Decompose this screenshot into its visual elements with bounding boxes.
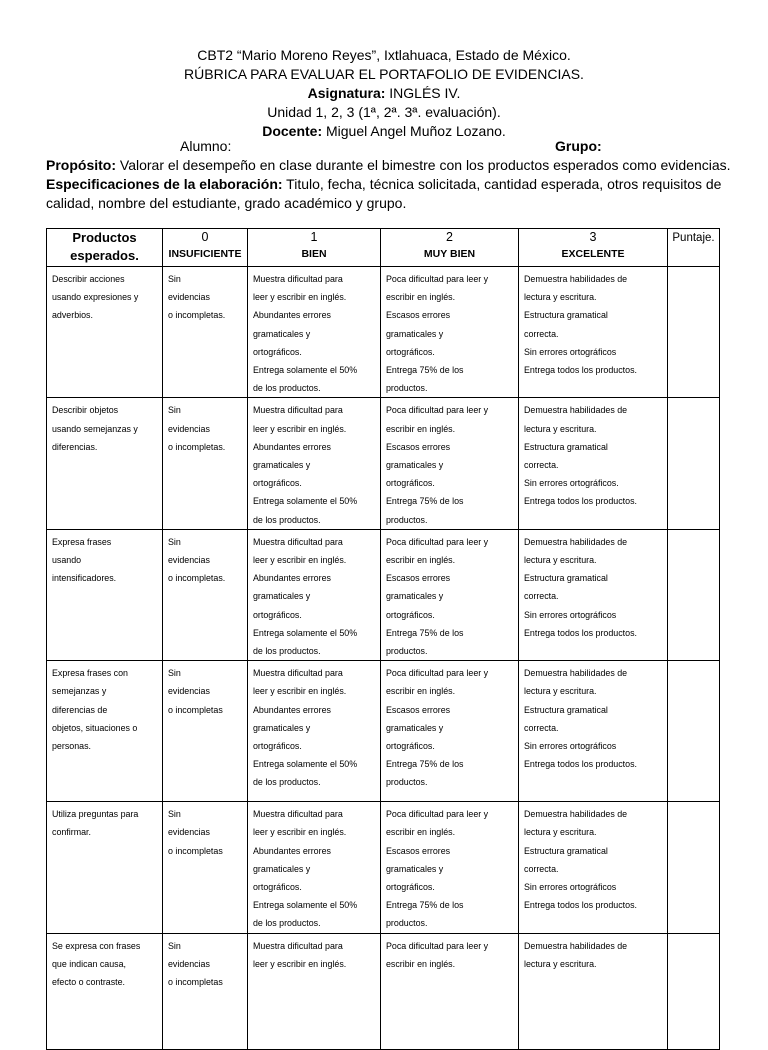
- cell-text-line: diferencias.: [52, 441, 98, 452]
- cell-text-line: Entrega todos los productos.: [524, 759, 637, 770]
- cell-text-line: Estructura gramatical: [524, 441, 608, 452]
- cell-text-line: semejanzas y: [52, 686, 107, 697]
- cell-text-line: ortográficos.: [253, 741, 302, 752]
- specifications-text: Titulo, fecha, técnica solicitada, cantidad esperada, otros requisitos de calidad, nombre del estudiante, grado académico y grupo.: [46, 176, 722, 211]
- level-name: EXCELENTE: [561, 248, 625, 260]
- cell-text-line: Muestra dificultad para: [253, 940, 343, 951]
- cell-text-line: escribir en inglés.: [386, 686, 456, 697]
- cell-text-line: lectura y escritura.: [524, 827, 597, 838]
- cell-text-line: lectura y escritura.: [524, 686, 597, 697]
- cell-text-line: evidencias: [168, 555, 210, 566]
- cell-text-line: leer y escribir en inglés.: [253, 292, 347, 303]
- cell-text-line: Entrega solamente el 50%: [253, 759, 358, 770]
- cell-text-line: Entrega solamente el 50%: [253, 365, 358, 376]
- bien-cell: [248, 398, 381, 529]
- cell-text-line: ortográficos.: [253, 882, 302, 893]
- level-header-insuficiente: [163, 229, 248, 267]
- score-cell[interactable]: [668, 398, 720, 529]
- cell-text-line: correcta.: [524, 591, 559, 602]
- cell-text-line: de los productos.: [253, 777, 321, 788]
- cell-text-line: o incompletas.: [168, 573, 226, 584]
- cell-text-line: Poca dificultad para leer y: [386, 274, 489, 284]
- level-number: 1: [310, 230, 318, 244]
- cell-text-line: Poca dificultad para leer y: [386, 668, 489, 679]
- cell-text-line: ortográficos.: [386, 346, 435, 357]
- cell-text-line: Demuestra habilidades de: [524, 405, 628, 416]
- excelente-cell: [519, 933, 668, 1049]
- level-header-muy-bien: [381, 229, 519, 267]
- teacher-line: [0, 122, 768, 141]
- cell-text-line: productos.: [386, 383, 428, 394]
- cell-text-line: Entrega solamente el 50%: [253, 900, 358, 911]
- cell-text-line: o incompletas: [168, 704, 223, 715]
- student-label: Alumno:: [180, 138, 232, 154]
- table-row: [47, 802, 720, 933]
- score-cell[interactable]: [668, 933, 720, 1049]
- product-cell: [47, 267, 163, 398]
- cell-text-line: gramaticales y: [386, 328, 444, 339]
- cell-text-line: Sin: [168, 274, 181, 284]
- specifications-label: Especificaciones de la elaboración:: [46, 176, 283, 192]
- purpose-paragraph: [46, 156, 736, 175]
- cell-text-line: Escasos errores: [386, 845, 451, 856]
- level-number: 0: [201, 230, 209, 244]
- cell-text-line: ortográficos.: [253, 609, 302, 620]
- score-cell[interactable]: [668, 661, 720, 802]
- table-row: [47, 933, 720, 1049]
- purpose-text: Valorar el desempeño en clase durante el bimestre con los productos esperados como evidencias.: [116, 157, 731, 173]
- cell-text-line: Entrega 75% de los: [386, 365, 464, 376]
- cell-text-line: Sin: [168, 668, 181, 679]
- excelente-cell: [519, 802, 668, 933]
- cell-text-line: Demuestra habilidades de: [524, 274, 628, 284]
- muy-bien-cell: [381, 529, 519, 660]
- cell-text-line: productos.: [386, 777, 428, 788]
- cell-text-line: Entrega solamente el 50%: [253, 627, 358, 638]
- teacher-label: Docente:: [262, 123, 323, 139]
- insuficiente-cell: [163, 529, 248, 660]
- insuficiente-cell: [163, 802, 248, 933]
- cell-text-line: gramaticales y: [253, 863, 311, 874]
- units-line: Unidad 1, 2, 3 (1ª, 2ª. 3ª. evaluación).: [267, 104, 501, 120]
- score-cell[interactable]: [668, 802, 720, 933]
- cell-text-line: Se expresa con frases: [52, 940, 141, 951]
- header-row: [47, 229, 720, 267]
- cell-text-line: ortográficos.: [386, 741, 435, 752]
- cell-text-line: Estructura gramatical: [524, 845, 608, 856]
- bien-cell: [248, 267, 381, 398]
- product-cell: [47, 802, 163, 933]
- cell-text-line: que indican causa,: [52, 958, 127, 969]
- cell-text-line: ortográficos.: [386, 882, 435, 893]
- cell-text-line: Entrega todos los productos.: [524, 496, 637, 507]
- cell-text-line: escribir en inglés.: [386, 827, 456, 838]
- level-name: INSUFICIENTE: [168, 248, 242, 260]
- excelente-cell: [519, 398, 668, 529]
- cell-text-line: confirmar.: [52, 827, 91, 838]
- cell-text-line: Escasos errores: [386, 573, 451, 584]
- product-cell: [47, 398, 163, 529]
- cell-text-line: evidencias: [168, 423, 210, 434]
- cell-text-line: Muestra dificultad para: [253, 274, 343, 284]
- muy-bien-cell: [381, 661, 519, 802]
- cell-text-line: usando: [52, 555, 82, 566]
- cell-text-line: escribir en inglés.: [386, 958, 456, 969]
- subject-value: INGLÉS IV.: [385, 85, 461, 101]
- cell-text-line: gramaticales y: [253, 460, 311, 471]
- bien-cell: [248, 933, 381, 1049]
- cell-text-line: Escasos errores: [386, 310, 451, 321]
- cell-text-line: leer y escribir en inglés.: [253, 423, 347, 434]
- muy-bien-cell: [381, 267, 519, 398]
- subject-line: [0, 84, 768, 103]
- cell-text-line: Escasos errores: [386, 441, 451, 452]
- cell-text-line: leer y escribir en inglés.: [253, 958, 347, 969]
- cell-text-line: adverbios.: [52, 310, 93, 321]
- table-row: [47, 661, 720, 802]
- cell-text-line: Expresa frases con: [52, 668, 128, 679]
- insuficiente-cell: [163, 933, 248, 1049]
- cell-text-line: Sin errores ortográficos.: [524, 478, 619, 489]
- rubric-title: RÚBRICA PARA EVALUAR EL PORTAFOLIO DE EVIDENCIAS.: [184, 66, 584, 82]
- cell-text-line: Entrega todos los productos.: [524, 365, 637, 376]
- cell-text-line: lectura y escritura.: [524, 292, 597, 303]
- muy-bien-cell: [381, 802, 519, 933]
- score-header: Puntaje.: [668, 229, 720, 267]
- cell-text-line: gramaticales y: [386, 863, 444, 874]
- cell-text-line: evidencias: [168, 827, 210, 838]
- excelente-cell: [519, 267, 668, 398]
- cell-text-line: leer y escribir en inglés.: [253, 686, 347, 697]
- cell-text-line: Estructura gramatical: [524, 573, 608, 584]
- cell-text-line: efecto o contraste.: [52, 977, 126, 988]
- cell-text-line: leer y escribir en inglés.: [253, 827, 347, 838]
- cell-text-line: correcta.: [524, 722, 559, 733]
- group-label: Grupo:: [555, 138, 602, 154]
- cell-text-line: escribir en inglés.: [386, 292, 456, 303]
- cell-text-line: o incompletas: [168, 977, 223, 988]
- cell-text-line: Abundantes errores: [253, 704, 331, 715]
- cell-text-line: de los productos.: [253, 646, 321, 657]
- cell-text-line: intensificadores.: [52, 573, 117, 584]
- cell-text-line: Muestra dificultad para: [253, 405, 343, 416]
- cell-text-line: Sin errores ortográficos: [524, 346, 617, 357]
- cell-text-line: Poca dificultad para leer y: [386, 405, 489, 416]
- cell-text-line: Poca dificultad para leer y: [386, 940, 489, 951]
- cell-text-line: de los productos.: [253, 514, 321, 525]
- purpose-label: Propósito:: [46, 157, 116, 173]
- cell-text-line: usando expresiones y: [52, 292, 139, 303]
- cell-text-line: Estructura gramatical: [524, 310, 608, 321]
- bien-cell: [248, 802, 381, 933]
- level-name: MUY BIEN: [423, 248, 476, 260]
- cell-text-line: correcta.: [524, 863, 559, 874]
- cell-text-line: lectura y escritura.: [524, 423, 597, 434]
- cell-text-line: Utiliza preguntas para: [52, 809, 139, 820]
- cell-text-line: Muestra dificultad para: [253, 668, 343, 679]
- score-cell[interactable]: [668, 267, 720, 398]
- cell-text-line: lectura y escritura.: [524, 958, 597, 969]
- cell-text-line: personas.: [52, 741, 91, 752]
- level-number: 2: [446, 230, 453, 244]
- cell-text-line: lectura y escritura.: [524, 555, 597, 566]
- cell-text-line: correcta.: [524, 460, 559, 471]
- rubric-body: [47, 267, 720, 1050]
- cell-text-line: diferencias de: [52, 704, 108, 715]
- excelente-cell: [519, 529, 668, 660]
- cell-text-line: gramaticales y: [253, 591, 311, 602]
- table-row: [47, 267, 720, 398]
- level-number: 3: [589, 230, 597, 244]
- cell-text-line: Poca dificultad para leer y: [386, 536, 489, 547]
- cell-text-line: gramaticales y: [386, 460, 444, 471]
- cell-text-line: Sin: [168, 940, 181, 951]
- cell-text-line: escribir en inglés.: [386, 423, 456, 434]
- cell-text-line: Sin: [168, 809, 181, 820]
- product-cell: [47, 933, 163, 1049]
- cell-text-line: Entrega solamente el 50%: [253, 496, 358, 507]
- school-line: CBT2 “Mario Moreno Reyes”, Ixtlahuaca, Estado de México.: [197, 47, 571, 63]
- cell-text-line: Sin errores ortográficos: [524, 609, 617, 620]
- cell-text-line: Entrega 75% de los: [386, 900, 464, 911]
- cell-text-line: Demuestra habilidades de: [524, 668, 628, 679]
- subject-label: Asignatura:: [307, 85, 386, 101]
- cell-text-line: Sin errores ortográficos: [524, 882, 617, 893]
- cell-text-line: o incompletas.: [168, 310, 226, 321]
- cell-text-line: Muestra dificultad para: [253, 809, 343, 820]
- cell-text-line: evidencias: [168, 292, 210, 303]
- cell-text-line: productos.: [386, 514, 428, 525]
- cell-text-line: ortográficos.: [253, 478, 302, 489]
- cell-text-line: Estructura gramatical: [524, 704, 608, 715]
- rubric-table: [46, 228, 720, 1050]
- muy-bien-cell: [381, 933, 519, 1049]
- cell-text-line: Demuestra habilidades de: [524, 809, 628, 820]
- cell-text-line: ortográficos.: [386, 609, 435, 620]
- specifications-paragraph: [46, 175, 736, 213]
- cell-text-line: usando semejanzas y: [52, 423, 138, 434]
- cell-text-line: Sin: [168, 536, 181, 547]
- table-row: [47, 529, 720, 660]
- bien-cell: [248, 661, 381, 802]
- cell-text-line: Describir acciones: [52, 274, 125, 284]
- excelente-cell: [519, 661, 668, 802]
- cell-text-line: Escasos errores: [386, 704, 451, 715]
- cell-text-line: evidencias: [168, 958, 210, 969]
- cell-text-line: Abundantes errores: [253, 310, 331, 321]
- bien-cell: [248, 529, 381, 660]
- cell-text-line: objetos, situaciones o: [52, 722, 138, 733]
- document-header: [0, 46, 768, 141]
- product-cell: [47, 661, 163, 802]
- muy-bien-cell: [381, 398, 519, 529]
- cell-text-line: o incompletas.: [168, 441, 226, 452]
- level-name: BIEN: [301, 248, 327, 260]
- insuficiente-cell: [163, 398, 248, 529]
- cell-text-line: productos.: [386, 918, 428, 929]
- cell-text-line: productos.: [386, 646, 428, 657]
- cell-text-line: gramaticales y: [386, 722, 444, 733]
- cell-text-line: gramaticales y: [253, 328, 311, 339]
- products-header: Productos esperados.: [47, 229, 163, 267]
- cell-text-line: correcta.: [524, 328, 559, 339]
- score-cell[interactable]: [668, 529, 720, 660]
- level-header-bien: [248, 229, 381, 267]
- level-header-excelente: [519, 229, 668, 267]
- cell-text-line: Sin: [168, 405, 181, 416]
- table-row: [47, 398, 720, 529]
- cell-text-line: Muestra dificultad para: [253, 536, 343, 547]
- cell-text-line: gramaticales y: [253, 722, 311, 733]
- insuficiente-cell: [163, 267, 248, 398]
- cell-text-line: Entrega todos los productos.: [524, 627, 637, 638]
- cell-text-line: de los productos.: [253, 918, 321, 929]
- insuficiente-cell: [163, 661, 248, 802]
- cell-text-line: Entrega 75% de los: [386, 496, 464, 507]
- cell-text-line: Demuestra habilidades de: [524, 536, 628, 547]
- teacher-value: Miguel Angel Muñoz Lozano.: [322, 123, 506, 139]
- cell-text-line: ortográficos.: [253, 346, 302, 357]
- cell-text-line: ortográficos.: [386, 478, 435, 489]
- cell-text-line: Describir objetos: [52, 405, 119, 416]
- cell-text-line: Entrega todos los productos.: [524, 900, 637, 911]
- cell-text-line: escribir en inglés.: [386, 555, 456, 566]
- cell-text-line: gramaticales y: [386, 591, 444, 602]
- cell-text-line: Abundantes errores: [253, 573, 331, 584]
- rubric-description: [46, 156, 736, 213]
- cell-text-line: evidencias: [168, 686, 210, 697]
- cell-text-line: Abundantes errores: [253, 441, 331, 452]
- product-cell: [47, 529, 163, 660]
- cell-text-line: Entrega 75% de los: [386, 759, 464, 770]
- cell-text-line: Demuestra habilidades de: [524, 940, 628, 951]
- cell-text-line: Poca dificultad para leer y: [386, 809, 489, 820]
- cell-text-line: de los productos.: [253, 383, 321, 394]
- cell-text-line: Expresa frases: [52, 536, 112, 547]
- cell-text-line: leer y escribir en inglés.: [253, 555, 347, 566]
- cell-text-line: o incompletas: [168, 845, 223, 856]
- cell-text-line: Sin errores ortográficos: [524, 741, 617, 752]
- cell-text-line: Entrega 75% de los: [386, 627, 464, 638]
- cell-text-line: Abundantes errores: [253, 845, 331, 856]
